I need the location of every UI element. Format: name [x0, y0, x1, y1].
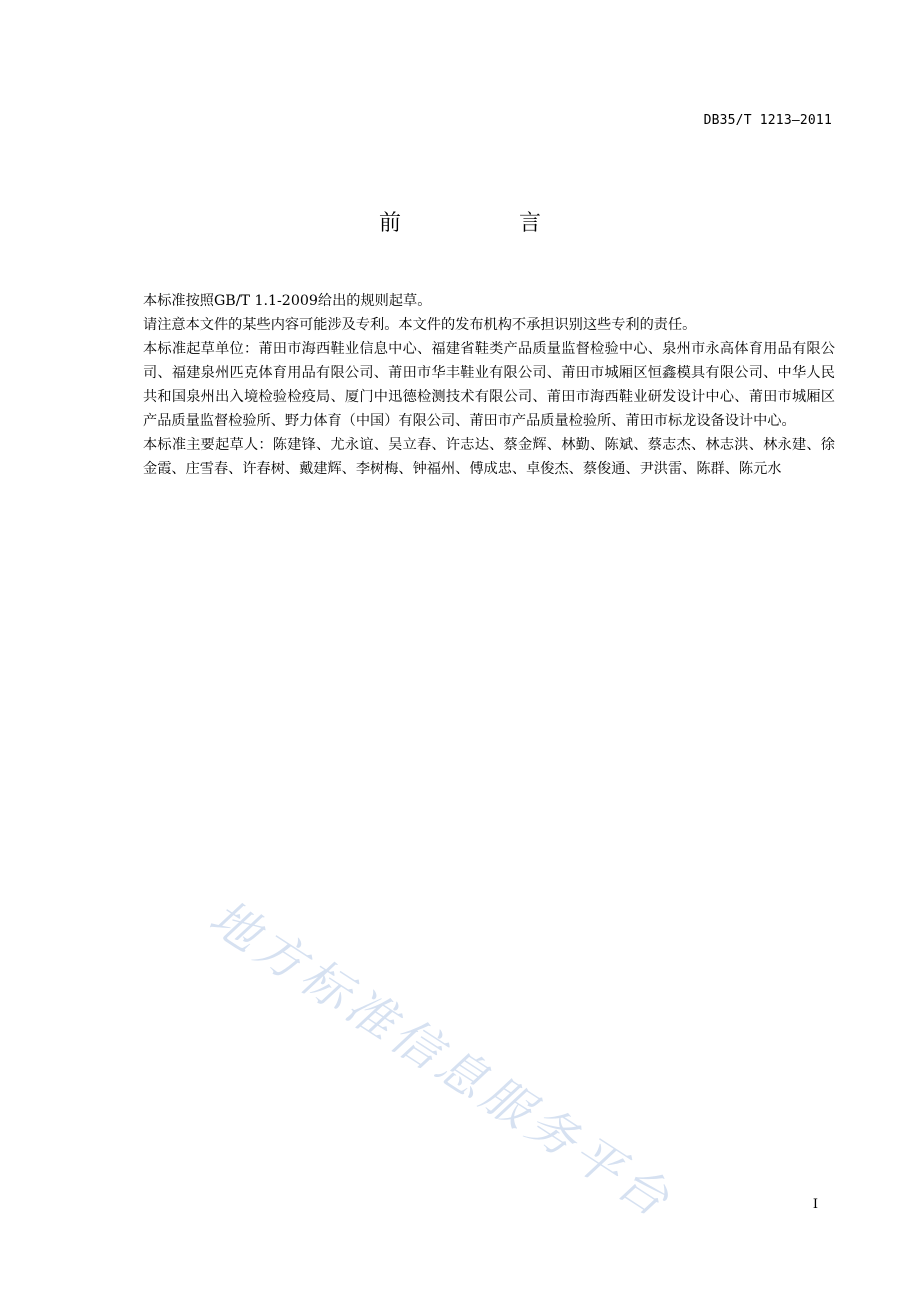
document-code: DB35/T 1213—2011 — [703, 113, 832, 128]
paragraph-drafting-units: 本标准起草单位：莆田市海西鞋业信息中心、福建省鞋类产品质量监督检验中心、泉州市永高体育用品有限公司、福建泉州匹克体育用品有限公司、莆田市华丰鞋业有限公司、莆田市城厢区恒鑫模具有限公司、中华人民共和国泉州出入境检验检疫局、厦门中迅德检测技术有限公司、莆田市海西鞋业研发设计中心、莆田市城厢区产品质量监督检验所、野力体育（中国）有限公司、莆田市产品质量检验所、莆田市标龙设备设计中心。 — [143, 341, 835, 429]
page-title: 前 言 — [378, 211, 589, 236]
foreword-body — [143, 289, 835, 481]
paragraph-drafting-rules: 本标准按照GB/T 1.1-2009给出的规则起草。 — [143, 293, 432, 309]
paragraph-patent-notice: 请注意本文件的某些内容可能涉及专利。本文件的发布机构不承担识别这些专利的责任。 — [143, 317, 697, 333]
page-number: I — [812, 1197, 818, 1212]
watermark: 地方标准信息服务平台 — [199, 889, 683, 1231]
paragraph-drafters: 本标准主要起草人：陈建锋、尤永谊、吴立春、许志达、蔡金辉、林勤、陈斌、蔡志杰、林志洪、林永建、徐金霞、庄雪春、许春树、戴建辉、李树梅、钟福州、傅成忠、卓俊杰、蔡俊通、尹洪雷、陈群、陈元水 — [143, 437, 835, 477]
